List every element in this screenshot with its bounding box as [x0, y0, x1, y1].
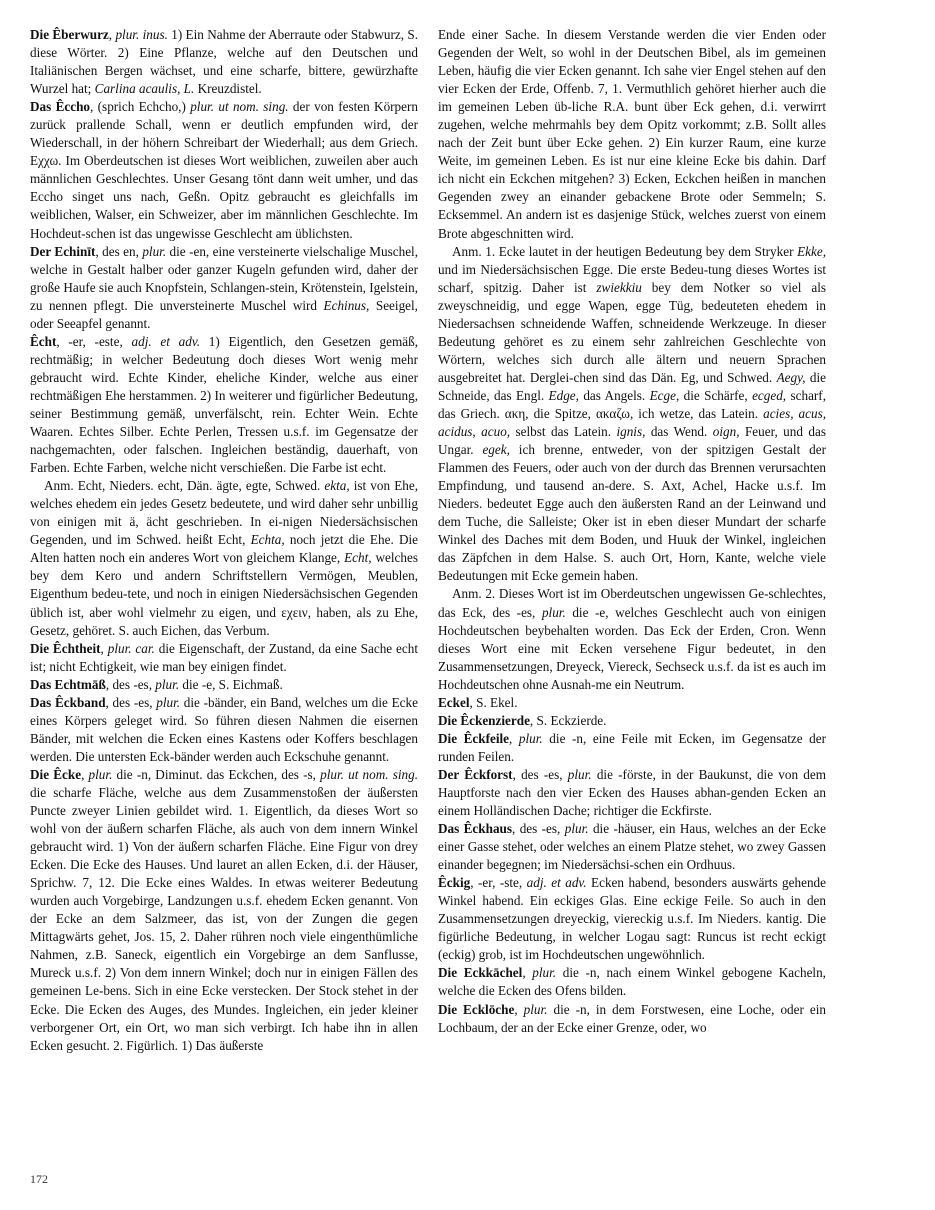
entry-text: Feuer, und das Ungar.: [438, 424, 826, 458]
italic-text: plur.: [541, 604, 566, 620]
dictionary-entry: [30, 640, 418, 676]
italic-text: plur.: [142, 243, 167, 259]
entry-text: die -förste, in der Baukunst, die von dem Hauptforste nach den vier Ecken des Hauses abhan-genden Ecken an einem Holländischen Dache; richtiger die Eckfirste.: [438, 766, 826, 819]
headword: Die Êckfeile: [438, 730, 510, 746]
entry-text: Kreuzdistel.: [194, 81, 262, 97]
annotation-paragraph: [438, 243, 826, 586]
dictionary-entry: [30, 676, 418, 694]
entry-text: , -er, -ste,: [470, 875, 527, 891]
entry-text: selbst das Latein.: [510, 424, 617, 440]
page-number: 172: [30, 1172, 48, 1186]
entry-text: , S. Ekel.: [469, 694, 518, 710]
italic-text: Echinus,: [323, 297, 370, 313]
italic-text: Edge,: [548, 387, 579, 403]
entry-text: die -häuser, ein Haus, welches an der Ecke einer Gasse stehet, oder welches an einem Platze stehet, wo zwey Gassen einander begegnen; im Niedersächsi-schen ein Ordhuus.: [438, 821, 826, 873]
dictionary-entry: [438, 766, 826, 820]
headword: Êckig: [438, 875, 471, 891]
entry-text: Anm. Echt, Nieders. echt, Dän. ägte, egte, Schwed.: [44, 478, 325, 494]
dictionary-entry: [438, 820, 826, 874]
entry-text: Seeigel, oder Seeapfel genannt.: [30, 297, 418, 331]
entry-text: ,: [81, 766, 89, 782]
annotation-paragraph: [438, 585, 826, 693]
headword: Der Êckforst: [438, 766, 513, 782]
italic-text: zwiekkiu: [596, 279, 642, 295]
entry-text: die -n, in dem Forstwesen, eine Loche, oder ein Lochbaum, der an der Ecke einer Grenze, oder, wo: [438, 1001, 827, 1035]
entry-text: , S. Eckzierde.: [529, 712, 607, 728]
italic-text: egek,: [482, 442, 510, 458]
italic-text: plur.: [567, 766, 592, 782]
entry-text: , des -es,: [105, 694, 157, 710]
entry-text: bey dem Notker so viel als zweyschneidig, und egge Wapen, egge Tüg, bedeuteten ehedem in Niedersachsen schneidende Waffen, schneidende Werkzeuge. In dieser Bedeutung gehöret es zu einem sehr zahlreichen Geschlechte von Wörtern, welches sich durch alle ältern und neuern Sprachen ausgebreitet hat. Derglei-chen sind das Dän. Eg, und Schwed.: [438, 279, 827, 385]
headword: Die Êberwurz: [30, 27, 109, 42]
italic-text: oign,: [712, 424, 740, 440]
left-column: [30, 26, 418, 1055]
italic-text: plur.: [88, 766, 113, 782]
dictionary-entry: [438, 874, 826, 964]
dictionary-entry: [30, 26, 418, 98]
headword: Die Êchtheit: [30, 640, 101, 656]
entry-text: noch jetzt die Ehe. Die Alten hatten noch ein anderes Wort von gleichem Klange,: [30, 532, 418, 566]
entry-text: der von festen Körpern zurück prallende Schall, wenn er deutlich empfunden wird, der Wiederschall, in der höhern Schreibart der Wiederhall; aus dem Griech. Εχχω. Im Oberdeutschen ist dieses Wort weiblichen, zuweilen aber auch männlichen Geschlechtes. Unser Gesang tönt dann weit umher, und das Eccho singet uns nach, Geßn. Opitz gebraucht es gleichfalls im weiblichen, Walser, ein Schweizer, aber im männlichen Geschlechte. Im Hochdeut-schen ist das ungewisse Geschlecht am üblichsten.: [30, 99, 418, 241]
entry-text: die -n, nach einem Winkel gebogene Kacheln, welche die Ecken des Ofens bilden.: [438, 965, 826, 999]
italic-text: plur. inus.: [115, 27, 168, 42]
headword: Êcht: [30, 333, 57, 349]
annotation-paragraph: [30, 477, 418, 639]
italic-text: Ecge,: [649, 387, 680, 403]
entry-text: , (sprich Echcho,): [90, 99, 191, 115]
italic-text: adj. et adv.: [526, 875, 587, 891]
entry-text: das Angels.: [578, 387, 650, 403]
entry-text: , des en,: [95, 243, 143, 259]
entry-text: Anm. 1. Ecke lautet in der heutigen Bedeutung bey dem Stryker: [452, 243, 798, 259]
entry-text: , des -es,: [512, 766, 568, 782]
entry-text: ,: [100, 640, 108, 656]
entry-text: die Eigenschaft, der Zustand, da eine Sache echt ist; nicht Echtigkeit, wie man bey einigen findet.: [30, 640, 419, 674]
entry-text: die -n, Diminut. das Eckchen, des -s,: [112, 766, 321, 782]
entry-text: scharf, das Griech. ακη, die Spitze, ακαζω, ich wetze, das Latein.: [438, 387, 826, 421]
entry-text: und im Niedersächsischen Egge. Die erste Bedeu-tung dieses Wortes ist scharf, spitzig. Daher ist: [438, 261, 826, 295]
dictionary-entry: [30, 98, 418, 242]
headword: Das Echtmāß: [30, 676, 106, 692]
entry-text: die -n, eine Feile mit Ecken, im Gegensatze der runden Feilen.: [438, 730, 827, 764]
italic-text: ignis,: [616, 424, 646, 440]
dictionary-entry: [30, 766, 418, 1055]
entry-text: die -e, welches Geschlecht auch von einigen Hochdeutschen beybehalten worden. Das Eck der Erden, Cron. Wenn dieses Wort eine mit Ecken versehene Figur bedeutet, in den Zusammensetzungen, Dreyeck, Viereck, Sechseck u.s.f. da ist es auch im Hochdeutschen ohne Ausnah-me ein Neutrum.: [438, 604, 826, 692]
italic-text: Echt,: [344, 550, 372, 566]
entry-text: Ecken habend, besonders auswärts gehende Winkel habend. Ein eckiges Glas. Eine eckige Feile. So auch in den Zusammensetzungen dreyeckig, viereckig u.s.f. Im Nieders. kantig. Die figürliche Bedeutung, in welcher Logau sagt: Runcus ist recht eckigt (eckig) grob, ist im Hochdeutschen ungewöhnlich.: [438, 875, 826, 963]
entry-text: ich brenne, entweder, von der spitzigen Gestalt der Flammen des Feuers, oder auch von der durch das Brennen verursachten Empfindung, und tausend an-dere. S. Axt, Achel, Hacke u.s.f. Im Nieders. bedeutet Egge auch den äußersten Rand an der Leinwand und dem Tuche, die Salleiste; Oker ist in eben dieser Mundart der scharfe Winkel des Daches mit dem Boden, und Huuk der Winkel, ingleichen das Zäpfchen in dem Halse. S. auch Ort, Horn, Kante, welche viele Bedeutungen mit Ecke gemein haben.: [438, 442, 826, 584]
headword: Eckel: [438, 694, 470, 710]
entry-text: die Schneide, das Engl.: [438, 369, 826, 403]
dictionary-entry: [438, 26, 826, 243]
entry-text: Anm. 2. Dieses Wort ist im Oberdeutschen ungewissen Ge-schlechtes, das Eck, des -es,: [438, 586, 826, 620]
italic-text: plur. ut nom. sing.: [320, 766, 418, 782]
italic-text: ecged,: [752, 387, 787, 403]
entry-text: die -bänder, ein Band, welches um die Ecke eines Körpers geleget wird. So führen diesen Nahmen die eisernen Bänder, mit welchen die Ecken eines Kastens oder Koffers beschlagen werden. Die untersten Eck-bänder werden auch Eckschuhe genannt.: [30, 694, 418, 764]
headword: Die Êckenzierde: [438, 712, 530, 728]
italic-text: plur.: [564, 821, 589, 837]
headword: Das Êckband: [30, 694, 106, 710]
italic-text: Echta,: [250, 532, 285, 548]
entry-text: ist von Ehe, welches ehedem ein jedes Gesetz bedeutete, und wird daher sehr unbillig von einigen mit ä, ächt geschrieben. In ei-nigen Niedersächsischen Gegenden, und im Schwed. heißt Echt,: [30, 478, 418, 548]
headword: Die Ecklōche: [438, 1001, 515, 1017]
dictionary-entry: [438, 964, 826, 1000]
dictionary-entry: [30, 243, 418, 333]
dictionary-entry: [30, 333, 418, 477]
headword: Die Êcke: [30, 766, 82, 782]
right-column: [438, 26, 826, 1037]
dictionary-entry: [438, 730, 826, 766]
italic-text: ekta,: [324, 478, 350, 494]
italic-text: plur.: [155, 676, 180, 692]
entry-text: , des -es,: [512, 821, 565, 837]
entry-text: ,: [522, 965, 533, 981]
italic-text: Aegy,: [776, 369, 806, 385]
entry-text: ,: [108, 27, 116, 42]
dictionary-entry: [30, 694, 418, 766]
entry-text: die scharfe Fläche, welche aus dem Zusammenstoßen der äußersten Puncte zweyer Linien gebildet wird. 1. Eigentlich, da dieses Wort so wohl von der äußern scharfen Fläche, als auch von dem innern Winkel gebraucht wird. 1) Von der äußern scharfen Fläche. Eine Figur von drey Ecken. Die Ecke des Hauses. Und lauret an allen Ecken, d.i. der Häuser, Sprichw. 7, 12. Die Ecke eines Waldes. In etwas weiterer Bedeutung wurden auch Vorgebirge, Landzungen u.s.f. ehedem Ecken genannt. Von der Ecke an dem Salzmeer, das ist, von der Zungen die gegen Mittagwärts gehet, Jos. 15, 2. Daher rühren noch viele eingenthümliche Nahmen, z.B. Saneck, eigentlich ein Vorgebirge an dem Sanflusse, Mureck u.s.f. 2) Von dem innern Winkel; doch nur in einigen Fällen des gemeinen Le-bens. Sich in eine Ecke verstecken. Der Stock stehet in der Ecke. Die Ecken des Auges, des Mundes. Ingleichen, ein jeder kleiner verborgener Ort, ein Ort, wo man sich verbirgt. Ich habe ihn in allen Ecken gesucht. 2. Figürlich. 1) Das äußerste: [30, 784, 418, 1053]
italic-text: acies, acus, acidus, acuo,: [438, 405, 826, 440]
dictionary-entry: [438, 694, 826, 712]
headword: Der Echinīt: [30, 243, 96, 259]
italic-text: plur. car.: [107, 640, 155, 656]
italic-text: plur.: [518, 730, 543, 746]
headword: Das Êccho: [30, 99, 91, 115]
headword: Die Eckkāchel: [438, 965, 523, 981]
entry-text: ,: [514, 1001, 524, 1017]
dictionary-entry: [438, 712, 826, 730]
italic-text: adj. et adv.: [131, 333, 201, 349]
entry-text: ,: [509, 730, 519, 746]
headword: Das Êckhaus: [438, 821, 513, 837]
italic-text: plur.: [523, 1001, 548, 1017]
entry-text: , -er, -este,: [56, 333, 132, 349]
entry-text: die -e, S. Eichmaß.: [179, 676, 283, 692]
entry-text: , des -es,: [105, 676, 156, 692]
italic-text: Ekke,: [797, 243, 826, 259]
entry-text: Ende einer Sache. In diesem Verstande werden die vier Enden oder Gegenden der Welt, so wohl in der Deutschen Bibel, als im gemeinen Leben, häufig die vier Ecken genannt. Ich sahe vier Engel stehen auf den vier Ecken der Erde, Offenb. 7, 1. Vermuthlich gehöret hierher auch die im gemeinen Leben üb-liche R.A. bunt über Eck gehen, d.i. verwirrt zugehen, welche mehrmahls bey dem Opitz vorkommt; z.B. Sollt alles nach der Zeit bunt über Ecke gehen. 2) Ein kurzer Raum, eine kurze Weite, im gemeinen Leben. Es ist nur eine kleine Ecke bis dahin. Darf ich nicht ein Eckchen mitgehen? 3) Ecken, Eckchen heißen in manchen Gegenden zwey an einander gebackene Brote oder Semmeln; S. Ecksemmel. An andern ist es dasjenige Stück, welches zuerst von einem Brote abgeschnitten wird.: [438, 27, 826, 241]
italic-text: plur.: [532, 965, 557, 981]
entry-text: 1) Eigentlich, den Gesetzen gemäß, rechtmäßig; in welcher Bedeutung doch dieses Wort wenig mehr gebraucht wird. Echte Kinder, eheliche Kinder, welche aus einer rechtmäßigen Ehe herstammen. 2) In weiterer und figürlicher Bedeutung, seiner Bestimmung gemäß, unverfälscht, rein. Echter Wein. Echte Waaren. Echtes Silber. Echte Perlen, Tressen u.s.f. im Gegensatze der nachgemachten, oder falschen. Ingleichen beständig, dauerhaft, von Farben. Echte Farben, welche nicht verschießen. Die Farbe ist echt.: [30, 333, 419, 476]
entry-text: die Schärfe,: [679, 387, 753, 403]
italic-text: plur.: [156, 694, 181, 710]
entry-text: die -en, eine versteinerte vielschalige Muschel, welche in Gestalt halber oder ganzer Kugeln gefunden wird, daher der große Haufe sie auch Knopfstein, Schlangen-stein, Krötenstein, Igelstein, zu nennen pflegt. Die unversteinerte Muschel wird: [30, 243, 419, 313]
italic-text: Carlina acaulis, L.: [94, 81, 195, 97]
entry-text: welches bey dem Kero und andern Schriftstellern Vermögen, Meublen, Eigenthum bedeu-tete, und noch in einigen Niedersächsischen Gegenden üblich ist, aber wohl vielmehr zu eigen, und εχειν, haben, als zu Ehe, Gesetz, gehöret. S. auch Eichen, das Verbum.: [30, 550, 418, 638]
dictionary-entry: [438, 1001, 826, 1037]
entry-text: 1) Ein Nahme der Aberraute oder Stabwurz, S. diese Wörter. 2) Eine Pflanze, welche auf den Deutschen und Italiänischen Bergen wächset, und eine scharfe, bittere, gewürzhafte Wurzel hat;: [30, 27, 418, 97]
italic-text: plur. ut nom. sing.: [190, 99, 289, 115]
entry-text: das Wend.: [645, 424, 713, 440]
